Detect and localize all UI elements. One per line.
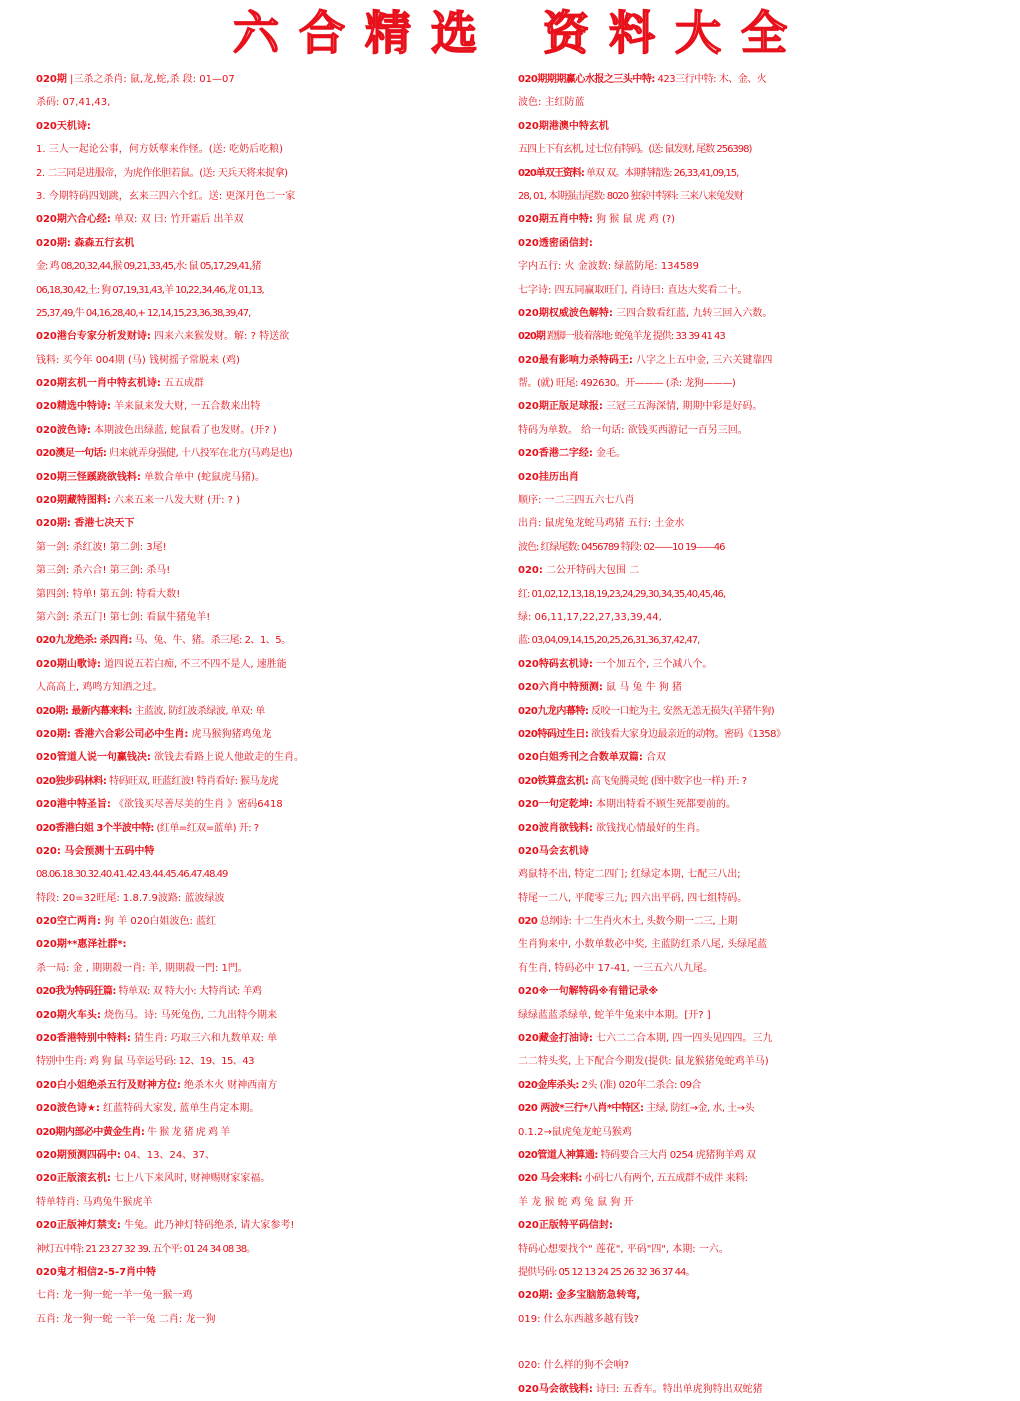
left-line (36, 746, 524, 769)
line-heading: 020特码玄机诗: (518, 658, 593, 670)
line-text: (红单=红双=蓝单) 开: ? (153, 822, 259, 834)
line-heading: 020期五肖中特: (518, 214, 593, 226)
line-heading: 020铁算盘玄机: (518, 775, 589, 787)
line-text: 3. 今期特码四划跳，玄来三四六个红。送: 更深月色二一家 (36, 190, 296, 202)
title-char: 六 (233, 6, 279, 60)
left-line (36, 700, 524, 723)
line-text: 红蓝特码大家发, 蓝单生肖定本期。 (99, 1103, 260, 1115)
line-text: 诗曰: 五香车。特出单虎狗特出双蛇猪 (592, 1383, 763, 1395)
right-line (518, 746, 1006, 769)
left-line (36, 466, 524, 489)
line-text: |三杀之杀肖: 鼠,龙,蛇,杀 段: 01—07 (66, 74, 235, 85)
left-line (36, 115, 524, 138)
right-column (518, 68, 1006, 1401)
line-heading: 020九龙内幕特: (518, 705, 589, 717)
line-text: 特码旺双, 旺蓝红波! 特肖看好: 猴马龙虎 (106, 775, 279, 787)
right-line (518, 1261, 1006, 1284)
line-heading: 020期: 最新内幕来料: (36, 705, 132, 717)
right-line (518, 863, 1006, 886)
left-line (36, 442, 524, 465)
line-heading: 020一句定乾坤: (518, 799, 593, 811)
left-line (36, 793, 524, 816)
left-line (36, 232, 524, 255)
left-line (36, 770, 524, 793)
right-line (518, 957, 1006, 980)
right-line (518, 1378, 1006, 1401)
left-line (36, 1214, 524, 1237)
line-text: 欲钱看大家身边最亲近的动物。密码《1358》 (588, 728, 786, 740)
line-text: 归来就弄身强健, 十八投军在北方(马鸡是也) (106, 448, 293, 460)
line-text: 本期出特看不顾生死都要前的。 (592, 799, 737, 811)
line-heading: 020澳足一句话: (36, 448, 107, 460)
right-line (518, 68, 1006, 91)
line-text: 特单双: 双 特大小: 大特肖试: 羊鸡 (115, 986, 262, 998)
left-line (36, 1050, 524, 1073)
right-line (518, 1121, 1006, 1144)
right-line (518, 325, 1006, 348)
right-line (518, 723, 1006, 746)
line-text: 字内五行: 火 金波数: 绿蓝防尾: 134589 (518, 261, 699, 273)
left-line (36, 91, 524, 114)
right-line (518, 1308, 1006, 1331)
right-line (518, 115, 1006, 138)
left-line (36, 980, 524, 1003)
line-heading: 020期预测四码中: (36, 1149, 121, 1161)
line-text: 第一剑: 杀红波! 第二剑: 3尾! (36, 541, 167, 553)
left-line (36, 536, 524, 559)
line-heading: 020波色诗★: (36, 1103, 100, 1115)
right-line (518, 840, 1006, 863)
right-line (518, 162, 1006, 185)
right-line (518, 1004, 1006, 1027)
right-line (518, 653, 1006, 676)
line-text: 帮。(就) 旺尾: 492630。开——— (杀: 龙狗———) (518, 378, 736, 390)
left-line (36, 1004, 524, 1027)
line-text: 神灯五中特: 21 23 27 32 39. 五个平: 01 24 34 08 38。 (36, 1243, 256, 1255)
line-heading: 020期: 森森五行玄机 (36, 237, 135, 249)
line-text: 波色: 红绿尾数: 0456789 特段: 02——10 19——46 (518, 541, 725, 553)
line-heading: 020期 (36, 74, 67, 85)
left-line (36, 185, 524, 208)
right-line (518, 933, 1006, 956)
line-heading: 020港中特圣旨: (36, 799, 111, 811)
line-text: 二二特头奖, 上下配合今期发(提供: 鼠龙猴猪兔蛇鸡羊马) (518, 1056, 769, 1068)
left-line (36, 817, 524, 840)
right-line (518, 232, 1006, 255)
right-line (518, 255, 1006, 278)
line-heading: 020挂历出肖 (518, 471, 579, 483)
line-heading: 020马会欲钱料: (518, 1383, 593, 1395)
line-heading: 020透密函信封: (518, 237, 593, 249)
right-line (518, 185, 1006, 208)
line-text: 本期波色出绿蓝, 蛇鼠看了也发财。(开? ) (90, 424, 277, 436)
right-line (518, 817, 1006, 840)
line-heading: 020期期期赢心水报之三头中特: (518, 74, 655, 85)
line-text: 波色: 主红防蓝 (518, 97, 585, 109)
right-line (518, 1027, 1006, 1050)
right-line (518, 606, 1006, 629)
left-line (36, 840, 524, 863)
left-line (36, 325, 524, 348)
line-text: 牛 猴 龙 猪 虎 鸡 羊 (144, 1126, 230, 1138)
line-heading: 020 马会来料: (518, 1173, 582, 1185)
left-line (36, 887, 524, 910)
line-heading: 020我为特码狂篇: (36, 986, 116, 998)
line-heading: 020空亡两肖: (36, 916, 101, 928)
line-text: 红: 01,02,12,13,18,19,23,24,29,30,34,35,40,45,46, (518, 588, 726, 600)
left-line (36, 583, 524, 606)
left-line (36, 653, 524, 676)
line-text: 四来六来猴发财。解: ? 特送欲 (150, 331, 290, 343)
line-text: 第三剑: 杀六合! 第三剑: 杀马! (36, 565, 171, 577)
line-text: 主蓝波, 防红波杀绿波, 单双: 单 (131, 705, 265, 717)
left-line (36, 957, 524, 980)
line-heading: 020管道人神算通: (518, 1149, 598, 1161)
title-char: 合 (299, 6, 345, 60)
right-line (518, 1284, 1006, 1307)
line-text: 2头 (准) 020年二杀合: 09合 (578, 1079, 701, 1091)
right-line (518, 536, 1006, 559)
line-text: 特码要合三大肖 0254 虎猪狗羊鸡 双 (597, 1149, 756, 1161)
line-text: 单数合单中 (蛇鼠虎马猪)。 (140, 471, 266, 483)
line-text: 绿绿蓝蓝杀绿单, 蛇羊牛兔来中本期。[开? ] (518, 1009, 711, 1021)
line-heading: 020期: 香港七决天下 (36, 518, 135, 530)
line-heading: 020期藏特图料: (36, 495, 111, 507)
right-line (518, 466, 1006, 489)
line-heading: 020: 马会预测十五码中特 (36, 845, 155, 857)
line-heading: 020独步码林料: (36, 775, 107, 787)
line-text: 08.06.18.30.32.40.41.42.43.44.45.46.47.48.49 (36, 869, 228, 881)
line-text: 一个加五个, 三个减八个。 (592, 658, 713, 670)
left-line (36, 395, 524, 418)
right-line (518, 793, 1006, 816)
right-line (518, 1214, 1006, 1237)
left-line (36, 1261, 524, 1284)
line-text: 猜生肖: 巧取三六和九数单双: 单 (130, 1033, 278, 1045)
right-line (518, 1050, 1006, 1073)
line-text: 金毛。 (592, 448, 627, 460)
line-text: 423三行中特: 木、金、火 (654, 74, 767, 85)
line-text: 特单特肖: 马鸡兔牛猴虎羊 (36, 1196, 153, 1208)
line-text: 顺序: 一二三四五六七八肖 (518, 495, 635, 507)
left-line (36, 1284, 524, 1307)
line-text: 第四剑: 特单! 第五剑: 特看大数! (36, 588, 181, 600)
right-line (518, 887, 1006, 910)
line-text: 特别中生肖: 鸡 狗 鼠 马幸运号码: 12、19、15、43 (36, 1056, 255, 1068)
right-line (518, 629, 1006, 652)
line-heading: 020九龙绝杀: 杀四肖: (36, 635, 132, 647)
right-line (518, 1354, 1006, 1377)
line-text: 五四上下有玄机, 过七位有特码。(送: 鼠发财, 尾数 256398) (518, 144, 752, 156)
line-text: 五肖: 龙一狗一蛇 一羊一兔 二肖: 龙一狗 (36, 1313, 216, 1325)
left-line (36, 1097, 524, 1120)
right-line (518, 138, 1006, 161)
left-line (36, 1121, 524, 1144)
line-text: 欲钱去看路上说人他敢走的生肖。 (150, 752, 305, 764)
right-line (518, 1097, 1006, 1120)
line-text: 钱料: 买今年 004期 (马) 钱树摇子常脱来 (鸡) (36, 354, 240, 366)
right-line (518, 442, 1006, 465)
line-heading: 020期 (518, 331, 545, 343)
left-line (36, 1074, 524, 1097)
title-char: 资 (543, 6, 589, 60)
line-heading: 020波色诗: (36, 424, 91, 436)
left-line (36, 910, 524, 933)
line-text: 牛兔。此乃神灯特码绝杀, 请大家参考! (120, 1220, 295, 1232)
line-text: 绿: 06,11,17,22,27,33,39,44, (518, 611, 662, 623)
line-text: 杀码: 07,41,43, (36, 97, 111, 109)
line-heading: 020白姐秀刊之合数单双篇: (518, 752, 643, 764)
line-heading: 020波肖欲钱料: (518, 822, 593, 834)
title-char: 选 (431, 6, 477, 60)
line-heading: 020期六合心经: (36, 214, 111, 226)
left-line (36, 372, 524, 395)
line-heading: 020期玄机一肖中特玄机诗: (36, 378, 161, 390)
right-line (518, 512, 1006, 535)
right-line (518, 489, 1006, 512)
right-line (518, 372, 1006, 395)
line-heading: 020金库杀头: (518, 1079, 579, 1091)
title-char: 全 (741, 6, 787, 60)
line-text: 狗 羊 020白姐波色: 蓝红 (100, 916, 217, 928)
line-text: 蓝: 03,04,09,14,15,20,25,26,31,36,37,42,47, (518, 635, 700, 647)
right-line (518, 559, 1006, 582)
line-heading: 020精选中特诗: (36, 401, 111, 413)
right-line (518, 208, 1006, 231)
left-line (36, 1238, 524, 1261)
line-heading: 020香港白姐 3个半波中特: (36, 822, 154, 834)
line-heading: 020最有影响力杀特码王: (518, 354, 633, 366)
line-text: 鼠 马 兔 牛 狗 猪 (602, 682, 682, 694)
line-text: 0.1.2→鼠虎兔龙蛇马猴鸡 (518, 1126, 632, 1138)
line-text: 金: 鸡 08,20,32,44,猴 09,21,33,45,水: 鼠 05,17,29,41,猪 (36, 261, 261, 273)
left-line (36, 68, 524, 91)
line-text: 特段: 20=32旺尾: 1.8.7.9波路: 蓝波绿波 (36, 892, 225, 904)
line-text: 六来五来一八发大财 (开: ? ) (110, 495, 241, 507)
left-line (36, 255, 524, 278)
right-line (518, 980, 1006, 1003)
line-heading: 020天机诗: (36, 120, 91, 132)
line-heading: 020香港特别中特料: (36, 1033, 131, 1045)
line-text: 小码七八有两个, 五五成群不成伴 来料: (581, 1173, 748, 1185)
left-line (36, 419, 524, 442)
line-heading: 020期火车头: (36, 1009, 101, 1021)
left-line (36, 1308, 524, 1331)
right-line (518, 279, 1006, 302)
line-text: 羊 龙 猴 蛇 鸡 兔 鼠 狗 开 (518, 1196, 634, 1208)
line-text: 七肖: 龙一狗一蛇一羊一兔一猴一鸡 (36, 1290, 193, 1302)
right-line (518, 700, 1006, 723)
right-line (518, 302, 1006, 325)
line-text: 二公开特码大包围 二 (542, 565, 640, 577)
line-text: 06,18,30,42,土: 狗 07,19,31,43,羊 10,22,34,46,龙 01,13, (36, 284, 264, 296)
line-text: 1. 三人一起论公事，何方妖孽来作怪。(送: 吃奶后吃粮) (36, 144, 284, 156)
line-heading: 020期权威波色解特: (518, 307, 613, 319)
left-line (36, 1027, 524, 1050)
line-heading: 020马会玄机诗 (518, 845, 589, 857)
line-text: 蹬脚一肢着落地: 蛇兔羊龙 提供: 33 39 41 43 (544, 331, 725, 343)
line-text: 三四合数看红蓝, 九转三回入六数。 (612, 307, 773, 319)
right-line (518, 583, 1006, 606)
left-line (36, 559, 524, 582)
line-text: 有生肖, 特码必中 17-41, 一三五六八九尾。 (518, 962, 713, 974)
line-heading: 020※一句解特码※有错记录※ (518, 986, 659, 998)
line-text: 狗 猴 鼠 虎 鸡 (?) (592, 214, 676, 226)
line-text: 04、13、24、37、 (120, 1149, 215, 1161)
right-line (518, 349, 1006, 372)
line-text: 单双 双。本期特精选: 26,33,41,09,15, (583, 167, 739, 179)
title-char: 精 (365, 6, 411, 60)
line-heading: 020单双王资料: (518, 167, 584, 179)
left-line (36, 606, 524, 629)
line-text: 提供号码: 05 12 13 24 25 26 32 36 37 44。 (518, 1266, 695, 1278)
line-heading: 020白小姐绝杀五行及财神方位: (36, 1079, 181, 1091)
line-heading: 020期山歌诗: (36, 658, 101, 670)
right-line (518, 676, 1006, 699)
right-line (518, 1331, 1006, 1354)
left-line (36, 138, 524, 161)
left-line (36, 676, 524, 699)
left-line (36, 933, 524, 956)
right-line (518, 1238, 1006, 1261)
line-text: 烧伤马。诗: 马死兔伤, 二九出特今期来 (100, 1009, 277, 1021)
line-heading: 020鬼才相信2-5-7肖中特 (36, 1266, 157, 1278)
line-heading: 020期港澳中特玄机 (518, 120, 609, 132)
line-text: 道四说五若白痴, 不三不四不是人, 速胜能 (100, 658, 287, 670)
line-text: 特码心想要找个" 莲花", 平码"四", 本期: 一六。 (518, 1243, 729, 1255)
right-line (518, 910, 1006, 933)
right-line (518, 395, 1006, 418)
line-text: 五五成群 (160, 378, 205, 390)
line-text: 单双: 双 曰: 竹开霜后 出羊双 (110, 214, 244, 226)
title-char: 料 (609, 6, 655, 60)
line-heading: 020正版特平码信封: (518, 1220, 613, 1232)
line-text: 绝杀木火 财神西南方 (180, 1079, 278, 1091)
line-text: 欲钱找心情最好的生肖。 (592, 822, 707, 834)
line-text: 特尾一二八, 平爬零三九; 四六出平码, 四七组特码。 (518, 892, 748, 904)
left-line (36, 512, 524, 535)
line-heading: 020期三怪蹊跷欲钱料: (36, 471, 141, 483)
left-line (36, 629, 524, 652)
line-text: 羊来鼠来发大财, 一五合数来出特 (110, 401, 261, 413)
line-heading: 020: (518, 565, 543, 577)
line-text: 020: 什么样的狗不会响? (518, 1360, 629, 1372)
line-text: 主绿, 防红→金, 水, 土→头 (643, 1103, 755, 1115)
line-text: 三冠三五海深情, 期期中彩是好码。 (602, 401, 763, 413)
line-text: 28, 01, 本期强击尾数: 8020 独家中特料: 三来八来兔发财 (518, 190, 743, 202)
page-title (0, 2, 1020, 64)
line-text: 生肖狗来中, 小数单数必中奖, 主蓝防红杀八尾, 头绿尾蓝 (518, 939, 768, 951)
line-text: 七字诗: 四五同赢取旺门, 肖诗曰: 直达大奖看二十。 (518, 284, 748, 296)
line-text: 第六剑: 杀五门! 第七剑: 看鼠牛猪兔羊! (36, 611, 211, 623)
line-heading: 020港台专家分析发财诗: (36, 331, 151, 343)
line-text: 合双 (642, 752, 667, 764)
line-text: 鸡鼠特不出, 特定二四门; 红绿定本期, 七配三八出; (518, 869, 741, 881)
line-heading: 020管道人说一句赢钱决: (36, 752, 151, 764)
left-line (36, 489, 524, 512)
line-text: 七六二二合本期, 四一四头见四四。三九 (592, 1033, 773, 1045)
line-heading: 020期: 香港六合彩公司必中生肖: (36, 728, 189, 740)
left-column (36, 68, 524, 1331)
line-text: 马、兔、牛、猪。杀三尾: 2、1、5。 (131, 635, 291, 647)
left-line (36, 1191, 524, 1214)
line-text: 反咬一口蛇为主, 安然无恙无损失(羊猪牛狗) (588, 705, 775, 717)
line-heading: 020正版神灯禁支: (36, 1220, 121, 1232)
line-heading: 020六肖中特预测: (518, 682, 603, 694)
left-line (36, 208, 524, 231)
left-line (36, 279, 524, 302)
line-text: 七上八下来风时, 财神赐财家家福。 (110, 1173, 271, 1185)
left-line (36, 723, 524, 746)
right-line (518, 419, 1006, 442)
line-text: 八字之上五中金, 三六关键靠四 (632, 354, 773, 366)
left-line (36, 863, 524, 886)
line-text: 总纲诗: 十二生肖火木土, 头数今期一二三, 上期 (537, 916, 737, 928)
right-line (518, 770, 1006, 793)
title-char: 大 (675, 6, 721, 60)
line-text: 出肖: 鼠虎兔龙蛇马鸡猪 五行: 土金水 (518, 518, 685, 530)
line-heading: 020特码过生日: (518, 728, 589, 740)
line-text: 《欲钱买尽善尽美的生肖 》密码6418 (110, 799, 283, 811)
line-text: 人高高上, 鸡鸣方知酒之过。 (36, 682, 163, 694)
line-text: 2. 二三同是进服帝，为虎作伥胆若鼠。(送: 天兵天将来捉拿) (36, 167, 288, 179)
line-heading: 020期正版足球报: (518, 401, 603, 413)
right-line (518, 1144, 1006, 1167)
line-heading: 020藏金打油诗: (518, 1033, 593, 1045)
line-text: 019: 什么东西越多越有钱? (518, 1313, 639, 1325)
line-text: 特码为单数。 给一句话: 欲钱买西游记一百另三回。 (518, 424, 748, 436)
left-line (36, 349, 524, 372)
line-text: 高飞兔腾灵蛇 (图中数字也一样) 开: ? (588, 775, 747, 787)
left-line (36, 302, 524, 325)
right-line (518, 91, 1006, 114)
line-heading: 020期内部必中黄金生肖: (36, 1126, 145, 1138)
line-heading: 020香港二字经: (518, 448, 593, 460)
left-line (36, 162, 524, 185)
line-heading: 020期: 金多宝脑筋急转弯, (518, 1290, 641, 1302)
line-text: 杀一局: 金 , 期期殺一肖: 羊, 期期殺一門: 1門。 (36, 962, 248, 974)
line-heading: 020 两波*三行*八肖*中特区: (518, 1103, 644, 1115)
line-text: 25,37,49,牛 04,16,28,40,+ 12,14,15,23,36,38,39,47, (36, 307, 251, 319)
right-line (518, 1191, 1006, 1214)
left-line (36, 1144, 524, 1167)
right-line (518, 1167, 1006, 1190)
line-heading: 020期**惠泽社群*: (36, 939, 127, 951)
line-heading: 020正版滚玄机: (36, 1173, 111, 1185)
line-text: 虎马猴狗猪鸡兔龙 (188, 728, 272, 740)
left-line (36, 1167, 524, 1190)
right-line (518, 1074, 1006, 1097)
line-heading: 020 (518, 916, 538, 928)
